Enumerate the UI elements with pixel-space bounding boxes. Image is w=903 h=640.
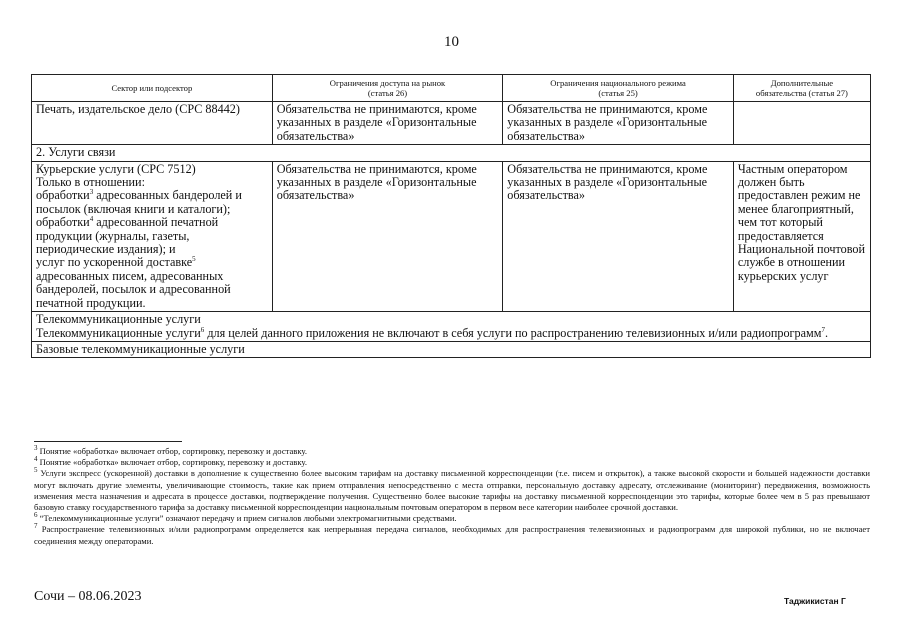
table-row [32, 312, 871, 342]
footnote-ref: 6 [200, 325, 205, 334]
footnote [34, 524, 870, 546]
courier-item-3-a: услуг по ускоренной доставке [36, 255, 193, 270]
telecom-cell [32, 312, 871, 342]
footnotes [34, 441, 870, 547]
footnote-number: 5 [34, 466, 38, 475]
courier-item-3-b: адресованных писем, адресованных бандеролей, посылок и адресованной печатной продукции. [36, 268, 231, 310]
footnote-ref: 7 [821, 325, 825, 334]
printing-sector-cell: Печать, издательское дело (СРС 88442) [32, 102, 273, 145]
table-row [32, 341, 871, 357]
courier-item-2 [36, 216, 268, 256]
footnote [34, 446, 870, 457]
footnote-text: “Телекоммуникационные услуги” означают передачу и прием сигналов любыми электромагнитными средствами. [37, 513, 457, 524]
footnote [34, 468, 870, 513]
telecom-text-b: для целей данного приложения не включают в себя услуги по распространению телевизионных и/или радиопрограмм [204, 325, 822, 340]
courier-item-2-b: адресованной печатной продукции (журналы, газеты, периодические издания); и [36, 215, 219, 257]
table-row [32, 161, 871, 311]
section-title: 2. Услуги связи [32, 145, 871, 161]
courier-national-treatment-cell: Обязательства не принимаются, кроме указанных в разделе «Горизонтальные обязательства» [503, 161, 734, 311]
table-row [32, 102, 871, 145]
courier-item-1-a: обработки [36, 188, 90, 203]
basic-telecom-cell: Базовые телекоммуникационные услуги [32, 341, 871, 357]
footnote-number: 6 [34, 511, 38, 520]
courier-item-1-b: адресованных бандеролей и посылок (включая книги и каталоги); [36, 188, 242, 216]
table-header-row [32, 75, 871, 102]
footnote-number: 7 [34, 522, 38, 531]
header-additional [733, 75, 870, 102]
header-national-treatment-text: Ограничения национального режима (статья 25) [550, 78, 686, 98]
header-sector: Сектор или подсектор [32, 75, 273, 102]
printing-market-access-cell: Обязательства не принимаются, кроме указанных в разделе «Горизонтальные обязательства» [272, 102, 503, 145]
telecom-text-c: . [824, 325, 829, 340]
footnote-text: Распространение телевизионных и/или радиопрограмм определяется как непрерывная передача сигналов, необходимых для распространения телевизионных и радиопрограмм для широкой публики, но не включает соединения между операторами. [34, 524, 870, 546]
courier-market-access-cell: Обязательства не принимаются, кроме указанных в разделе «Горизонтальные обязательства» [272, 161, 503, 311]
courier-only: Только в отношении: [36, 175, 145, 190]
telecom-text [36, 327, 866, 340]
section-row [32, 145, 871, 161]
footer-country: Таджикистан Г [784, 596, 846, 606]
header-national-treatment [503, 75, 734, 102]
footnote-text: Услуги экспресс (ускоренной) доставки в дополнение к существенно более высоким тарифам на доставку письменной корреспонденции (т.е. писем и открыток), а также высокой скорости и большей надежности доставки могут включать другие элементы, увеличивающие стоимость, такие как прием отправления непосредственно с места отправки, персональную доставку адресату, отслеживание (мониторинг) передвижения, возможность изменения места назначения и адресата в процессе доставки, подтверждение получения. Существенно более высокие тарифы на доставку письменной корреспонденции это тарифы, которые более чем в 5 раз превышают базовую ставку государственного тарифа за доставку письменной корреспонденции национальным почтовым оператором в первом весе категории наиболее срочной доставки. [34, 468, 870, 513]
footnote-text: Понятие «обработка» включает отбор, сортировку, перевозку и доставку. [37, 446, 308, 456]
courier-additional-cell: Частным оператором должен быть предоставлен режим не менее благоприятный, чем тот который предоставляется Национальной почтовой службе в отношении курьерских услуг [733, 161, 870, 311]
footnote-ref: 3 [89, 188, 94, 197]
telecom-title: Телекоммуникационные услуги [36, 312, 201, 327]
footnote-divider [34, 441, 182, 442]
footnote [34, 457, 870, 468]
footnote [34, 513, 870, 524]
footer-place-date: Сочи – 08.06.2023 [34, 589, 142, 604]
courier-item-3 [36, 256, 268, 310]
courier-sector-cell [32, 161, 273, 311]
commitments-table [31, 74, 871, 358]
header-market-access [272, 75, 503, 102]
footnote-ref: 5 [192, 255, 196, 264]
printing-national-treatment-cell: Обязательства не принимаются, кроме указанных в разделе «Горизонтальные обязательства» [503, 102, 734, 145]
footnote-ref: 4 [89, 215, 94, 224]
footnote-number: 4 [34, 455, 38, 464]
header-market-access-text: Ограничения доступа на рынок (статья 26) [329, 78, 446, 98]
telecom-text-a: Телекоммуникационные услуги [36, 325, 201, 340]
courier-item-1 [36, 189, 268, 216]
header-additional-text: Дополнительные обязательства (статья 27) [755, 78, 848, 98]
footnote-text: Понятие «обработка» включает отбор, сортировку, перевозку и доставку. [37, 457, 308, 468]
courier-title: Курьерские услуги (СРС 7512) [36, 161, 196, 176]
footnote-number: 3 [34, 444, 38, 453]
printing-additional-cell [733, 102, 870, 145]
page-number: 10 [444, 34, 459, 50]
courier-item-2-a: обработки [36, 215, 90, 230]
